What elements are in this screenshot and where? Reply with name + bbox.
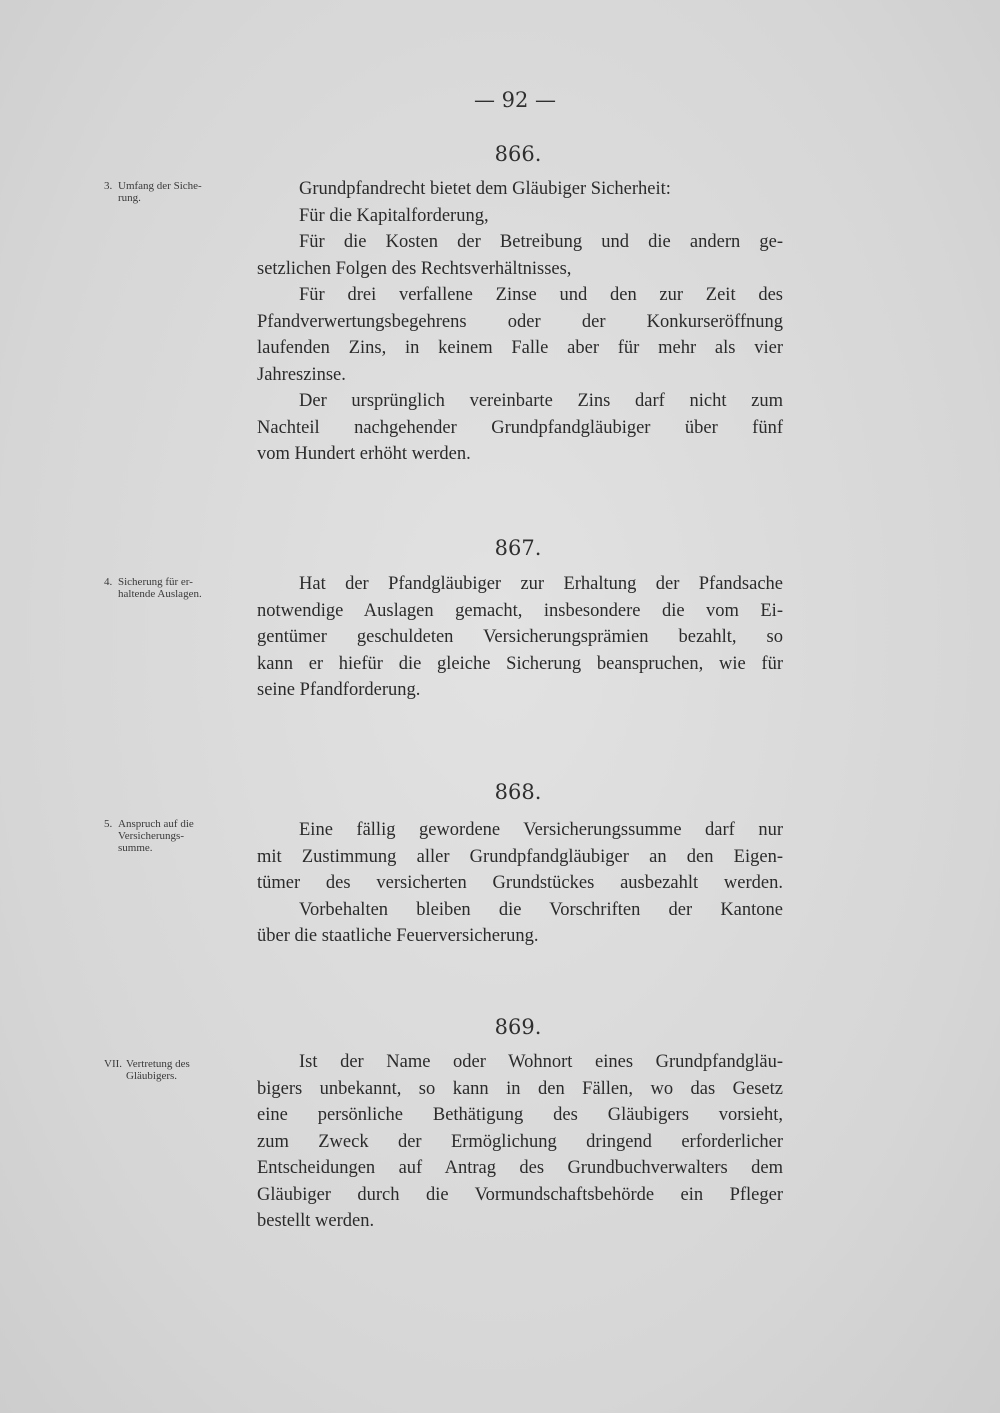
margin-note-line: Vertretung des <box>126 1058 190 1070</box>
text-line: Für die Kapitalforderung, <box>299 205 489 226</box>
text-line: kann er hiefür die gleiche Sicherung beanspruchen, wie für <box>257 653 783 674</box>
text-line: Ist der Name oder Wohnort eines Grundpfandgläu- <box>299 1052 783 1072</box>
text-line: über die staatliche Feuerversicherung. <box>257 926 539 946</box>
text-line: setzlichen Folgen des Rechtsverhältnisses, <box>257 258 572 279</box>
margin-note-number: 5. <box>104 818 113 830</box>
margin-note-number: 3. <box>104 180 113 192</box>
article-869-text <box>257 1049 783 1235</box>
text-line: zum Zweck der Ermöglichung dringend erforderlicher <box>257 1131 783 1152</box>
text-line: Entscheidungen auf Antrag des Grundbuchverwalters dem <box>257 1158 783 1178</box>
text-line: Hat der Pfandgläubiger zur Erhaltung der Pfandsache <box>299 574 783 594</box>
text-line: mit Zustimmung aller Grundpfandgläubiger an den Eigen- <box>257 846 783 867</box>
margin-note-line: Umfang der Siche- <box>118 180 202 192</box>
margin-note-869 <box>104 1058 254 1082</box>
margin-note-number: 4. <box>104 576 113 588</box>
margin-note-867 <box>104 576 254 600</box>
margin-note-868 <box>104 818 254 854</box>
text-line: eine persönliche Bethätigung des Gläubigers vorsieht, <box>257 1105 783 1125</box>
text-line: Pfandverwertungsbegehrens oder der Konkurseröffnung <box>257 311 783 332</box>
text-line: Gläubiger durch die Vormundschaftsbehörde ein Pfleger <box>257 1184 783 1205</box>
text-line: bigers unbekannt, so kann in den Fällen, wo das Gesetz <box>257 1078 783 1099</box>
text-line: vom Hundert erhöht werden. <box>257 444 471 464</box>
text-line: Der ursprünglich vereinbarte Zins darf nicht zum <box>299 391 783 411</box>
text-line: seine Pfandforderung. <box>257 680 421 700</box>
text-line: Nachteil nachgehender Grundpfandgläubiger über fünf <box>257 417 783 438</box>
article-number-866: 866. <box>494 142 542 166</box>
margin-note-number: VII. <box>104 1058 123 1070</box>
margin-note-866 <box>104 180 254 204</box>
text-line: tümer des versicherten Grundstückes ausbezahlt werden. <box>257 873 783 893</box>
text-line: Grundpfandrecht bietet dem Gläubiger Sicherheit: <box>299 179 671 199</box>
article-number-867: 867. <box>494 536 542 560</box>
article-867-text <box>257 571 783 704</box>
text-line: Jahreszinse. <box>257 364 346 385</box>
article-number-868: 868. <box>494 780 542 804</box>
margin-note-line: Gläubigers. <box>126 1070 178 1082</box>
margin-note-line: haltende Auslagen. <box>118 588 202 600</box>
text-line: Vorbehalten bleiben die Vorschriften der Kantone <box>299 899 783 920</box>
text-line: bestellt werden. <box>257 1211 375 1231</box>
text-line: laufenden Zins, in keinem Falle aber für mehr als vier <box>257 338 783 358</box>
text-line: gentümer geschuldeten Versicherungsprämien bezahlt, so <box>257 627 783 647</box>
text-line: notwendige Auslagen gemacht, insbesondere die vom Ei- <box>257 600 783 621</box>
margin-note-line: Anspruch auf die <box>118 818 194 830</box>
margin-note-line: Sicherung für er- <box>118 576 193 588</box>
article-866-text <box>257 176 783 468</box>
article-868-text <box>257 817 783 950</box>
text-line: Für die Kosten der Betreibung und die andern ge- <box>299 232 783 252</box>
text-line: Eine fällig gewordene Versicherungssumme darf nur <box>299 820 783 840</box>
margin-note-line: Versicherungs- <box>118 830 184 842</box>
text-line: Für drei verfallene Zinse und den zur Zeit des <box>299 285 783 305</box>
margin-note-line: rung. <box>118 192 141 204</box>
margin-note-line: summe. <box>118 842 153 854</box>
article-number-869: 869. <box>494 1015 542 1039</box>
page-number: — 92 — <box>473 88 557 112</box>
